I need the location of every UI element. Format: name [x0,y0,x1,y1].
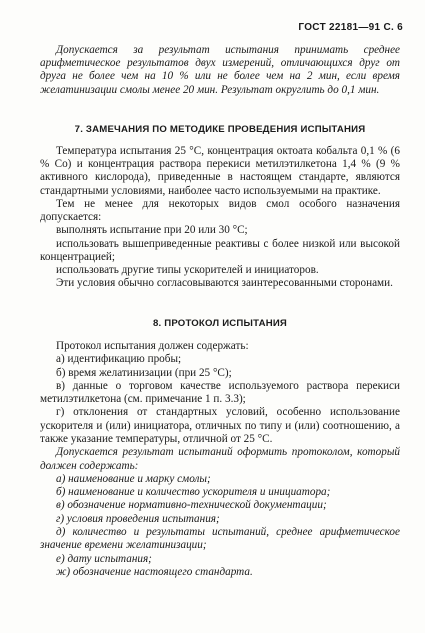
intro-text: Допускается за результат испытания принимать среднее арифметическое результатов двух измерений, отличающихся друг от друга не более чем на 10 % или не более чем на 2 мин, если время желатинизации смолы менее 20 мин. Результат округлить до 0,1 мин. [40,44,400,96]
section-8-list-item-d: д) количество и результаты испытаний, среднее арифметическое значение времени желатинизации; [40,525,400,552]
section-8-heading-wrap [40,318,400,329]
section-7-heading-wrap [40,124,400,135]
section-8-list-item-v: в) обозначение нормативно-технической документации; [56,499,327,512]
section-8-list-item-zh: ж) обозначение настоящего стандарта. [56,565,253,578]
intro-paragraph [40,44,400,97]
section-8-list-item-e: е) дату испытания; [56,552,152,565]
section-7-item-1: выполнять испытание при 20 или 30 °С; [56,224,248,237]
section-8-lead: Протокол испытания должен содержать: [56,340,249,352]
section-8-list-item-g: г) условия проведения испытания; [56,512,220,525]
section-8-list-item-a: а) наименование и марку смолы; [56,472,211,485]
section-7-heading: 7. ЗАМЕЧАНИЯ ПО МЕТОДИКЕ ПРОВЕДЕНИЯ ИСПЫТАНИЯ [74,124,366,135]
section-8 [40,340,400,579]
section-8-item-a: а) идентификацию пробы; [56,353,182,366]
section-8-item-v: в) данные о торговом качестве используемого раствора перекиси метилэтилкетона (см. примечание 1 п. 3.3); [40,379,400,406]
section-8-item-b: б) время желатинизации (при 25 °С); [56,366,232,379]
section-8-item-g: г) отклонения от стандартных условий, особенно использование ускорителя и (или) инициатора, отличных по типу и (или) соотношению, а также указание температуры, отличной от 25 °С. [40,406,400,446]
page-header: ГОСТ 22181—91 С. 6 [298,22,403,33]
section-7-item-2: использовать вышеприведенные реактивы с более низкой или высокой концентрацией; [40,237,400,263]
section-8-heading: 8. ПРОТОКОЛ ИСПЫТАНИЯ [152,318,288,329]
section-7-paragraph-3: Эти условия обычно согласовываются заинтересованными сторонами. [56,277,393,290]
section-8-allow: Допускается результат испытаний оформить протоколом, который должен содержать: [40,446,400,472]
section-7-paragraph-2: Тем не менее для некоторых видов смол особого назначения допускается: [40,197,400,224]
section-7-paragraph-1: Температура испытания 25 °С, концентрация октоата кобальта 0,1 % (6 % Со) и концентрация раствора перекиси метилэтилкетона 1,4 % (9 % активного кислорода), приведенные в настоящем стандарте, являются стандартными условиями, наиболее часто используемыми на практике. [40,145,400,197]
section-8-list-item-b: б) наименование и количество ускорителя и инициатора; [56,486,331,499]
section-7 [40,145,400,291]
section-7-item-3: использовать другие типы ускорителей и инициаторов. [56,264,319,277]
